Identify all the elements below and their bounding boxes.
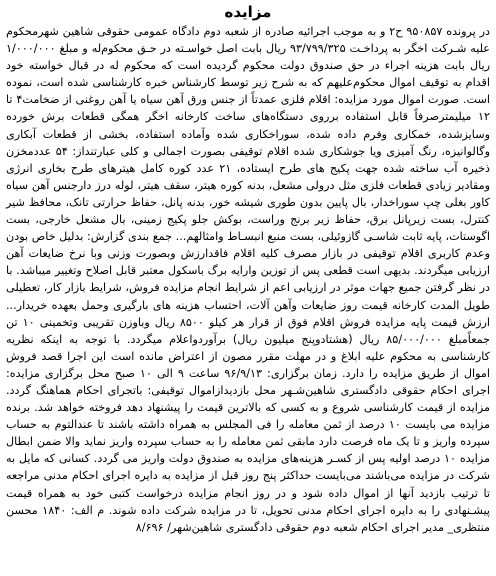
notice-body: در پرونده ۹۵۰۸۵۷ ح۲ و به موجب اجرائیه صادره از شعبه دوم دادگاه عمومی حقوقی شاهین شهرمحکوم علیه شـرکت اخگر به پرداخـت ۹۳/۷۹۹/۳۲۵ ریال بابت اصل خواسـته در حـق محکوم‌له و مبلغ ۱/۰۰۰/۰۰۰ ریال بابت هزینه اجراء در حق صندوق دولت محکوم گردیده است که محکوم له در قبال خواسته خود اقدام به توقیف اموال محکوم‌علیهم که به شرح زیر توسط کارشناس خبره کارشناسی شده است، نموده است. صورت اموال مورد مزایده: اقلام فلزی عمدتاً از جنس ورق آهن سیاه یا آهن روغنی از ضخامت۴ تا ۱۲ میلیمترصرفاً قابل استفاده برروی دستگاه‌های ساخت کارخانه اخگر همگی قطعات برش خورده وسایزشده، خمکاری وفرم داده شده، سوراخکاری شده وآماده استفاده، بخشی از قطعات آبکاری وگالوانیزه، رنگ آمیزی ویا جوشکاری شده اقلام توقیفی بصورت اجمالی و کلی عبارتنداز: ۵۴ عددمخزن ذخیره آب ساخته شده جهت پکیج های طرح ایستاده، ۲۱ عدد کوره کامل هیترهای طرح بخاری انرژی ومقادیر زیادی قطعات فلزی مثل درولی مشعل، بدنه کوره هیتر، سقف هیتر، لوله درز دارجنس آهن سیاه کاور بغلی چپ سوراخدار، بال پایین بدون طوری شیشه خور، بدنه پانل، حفاظ حرارتی تانک، محافظ شیر کنترل، بست زیرپانل برق، حفاظ زیر برنج وراست، بوکش جلو پکیج زمینی، بال مشعل خارجی، بست اگوستات، پایه ثابت شاسـی گازوئیلی، بست منبع انبسـاط وامثالهم... جمع بندی گزارش: بدلیل خاص بودن وعدم کاربری اقلام توقیفی در بازار مصرف کلیه اقلام فاقدارزش وبصورت وزنی وبا نرخ ضایعات آهن ارزیابی میگردند. بدیهی است قطعی پس از توزین وارایه برگ باسکول معتبر قابل اصلاح وتغییر میباشد. با در نظر گرفتن جمیع جهات موثر در ارزیابی اعم از شرایط انجام مزایده فروش، شرایط بازار کار، تعطیلی طویل المدت کارخانه قیمت روز ضایعات وآهن آلات، احتساب هزینه های بارگیری وحمل بعهده خریدار... ارزش قیمت پایه مزایده فروش اقلام فوق از قرار هر کیلو ۸۵۰۰ ریال وباوزن تقریبی وتخمینی ۱۰ تن جمعاًمبلغ ۸۵/۰۰۰/۰۰۰ ریال (هشتادوپنج میلیون ریال) برآوردواعلام میگردد. با توجه به اینکه نظریه کارشناسی به محکوم علیه ابلاغ و در مهلت مقرر مصون از اعتراض مانده است این اجرا قصد فروش اموال از طریق مزایده را دارد. زمان برگزاری: ۹۶/۹/۱۳ ساعت ۹ الی ۱۰ صبح محل برگزاری مزایده: اجرای احکام حقوقی دادگستری شاهین‌شـهر محل بازدیدازاموال توقیفی: باتجرای احکام هماهنگ گردد. مزایده از قیمت کارشناسی شروع و به کسی که بالاترین قیمت را پیشنهاد دهد فروخته خواهد شد. برنده مزایده می بایست ۱۰ درصد از ثمن معامله را فی المجلس به همراه داشته باشند تا عندالتوم به حساب سپرده واریز و تا یک ماه فرصت دارد مابقی ثمن معامله را به حساب سپرده واریز نماید والا ضمن ابطال مزایده ۱۰ درصد اولیه پس از کسـر هزینه‌های مزایده به صندوق دولت واریز می گردد. کسانی که مایل به شرکت در مزایده می‌باشند می‌بایست حداکثر پنج روز قبل از مزایده به دایره اجرای احکام مدنی مراجعه تا ترتیب بازدید آنها از اموال داده شود و در روز انجام مزایده درخواست کتبی خود به همراه قیمت پیشـنهادی را به دایره اجرای احکام مدنی تحویل، تا در مزایده شرکت داده شوند. م الف: ۱۸۴۰ محسن منتظری_ مدیر اجرای احکام شعبه دوم حقوقی دادگستری شاهین‌شهر/ ۸/۶۹۶ [6,25,491,534]
notice-title: مزایده [224,3,272,21]
